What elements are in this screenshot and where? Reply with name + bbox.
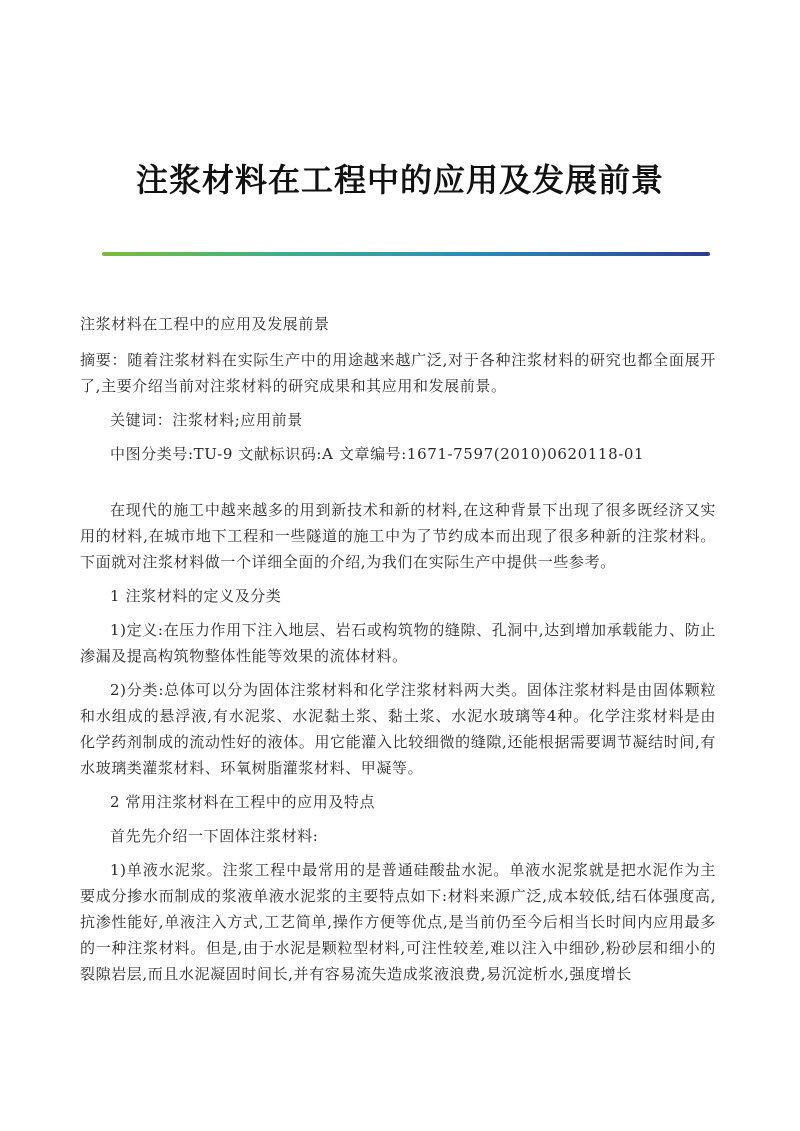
abstract-paragraph: 摘要：随着注浆材料在实际生产中的用途越来越广泛,对于各种注浆材料的研究也都全面展开了,主要介绍当前对注浆材料的研究成果和其应用和发展前景。	[80, 351, 716, 395]
title-divider	[102, 252, 710, 256]
body-paragraph: 在现代的施工中越来越多的用到新技术和新的材料,在这种背景下出现了很多既经济又实用的材料,在城市地下工程和一些隧道的施工中为了节约成本而出现了很多种新的注浆材料。下面就对注浆材料做一个详细全面的介绍,为我们在实际生产中提供一些参考。	[80, 501, 716, 571]
article-subtitle: 注浆材料在工程中的应用及发展前景	[80, 315, 330, 333]
body-paragraph: 1)定义:在压力作用下注入地层、岩石或构筑物的缝隙、孔洞中,达到增加承载能力、防止渗漏及提高构筑物整体性能等效果的流体材料。	[80, 621, 716, 665]
body-paragraph: 首先先介绍一下固体注浆材料:	[110, 827, 319, 845]
section-heading: 2 常用注浆材料在工程中的应用及特点	[110, 793, 376, 811]
section-heading: 1 注浆材料的定义及分类	[110, 587, 282, 605]
document-title: 注浆材料在工程中的应用及发展前景	[135, 161, 664, 199]
keywords-line: 关键词：注浆材料;应用前景	[110, 411, 303, 429]
document-body	[80, 311, 716, 987]
body-paragraph: 1)单液水泥浆。注浆工程中最常用的是普通硅酸盐水泥。单液水泥浆就是把水泥作为主要成分掺水而制成的浆液单液水泥浆的主要特点如下:材料来源广泛,成本较低,结石体强度高,抗渗性能好,单液注入方式,工艺简单,操作方便等优点,是当前仍至今后相当长时间内应用最多的一种注浆材料。但是,由于水泥是颗粒型材料,可注性较差,难以注入中细砂,粉砂层和细小的裂隙岩层,而且水泥凝固时间长,并有容易流失造成浆液浪费,易沉淀析水,强度增长	[80, 861, 716, 983]
classification-line: 中图分类号:TU-9 文献标识码:A 文章编号:1671-7597(2010)0620118-01	[110, 445, 645, 463]
body-paragraph: 2)分类:总体可以分为固体注浆材料和化学注浆材料两大类。固体注浆材料是由固体颗粒和水组成的悬浮液,有水泥浆、水泥黏土浆、黏土浆、水泥水玻璃等4种。化学注浆材料是由化学药剂制成的流动性好的液体。用它能灌入比较细微的缝隙,还能根据需要调节凝结时间,有水玻璃类灌浆材料、环氧树脂灌浆材料、甲凝等。	[80, 681, 716, 777]
